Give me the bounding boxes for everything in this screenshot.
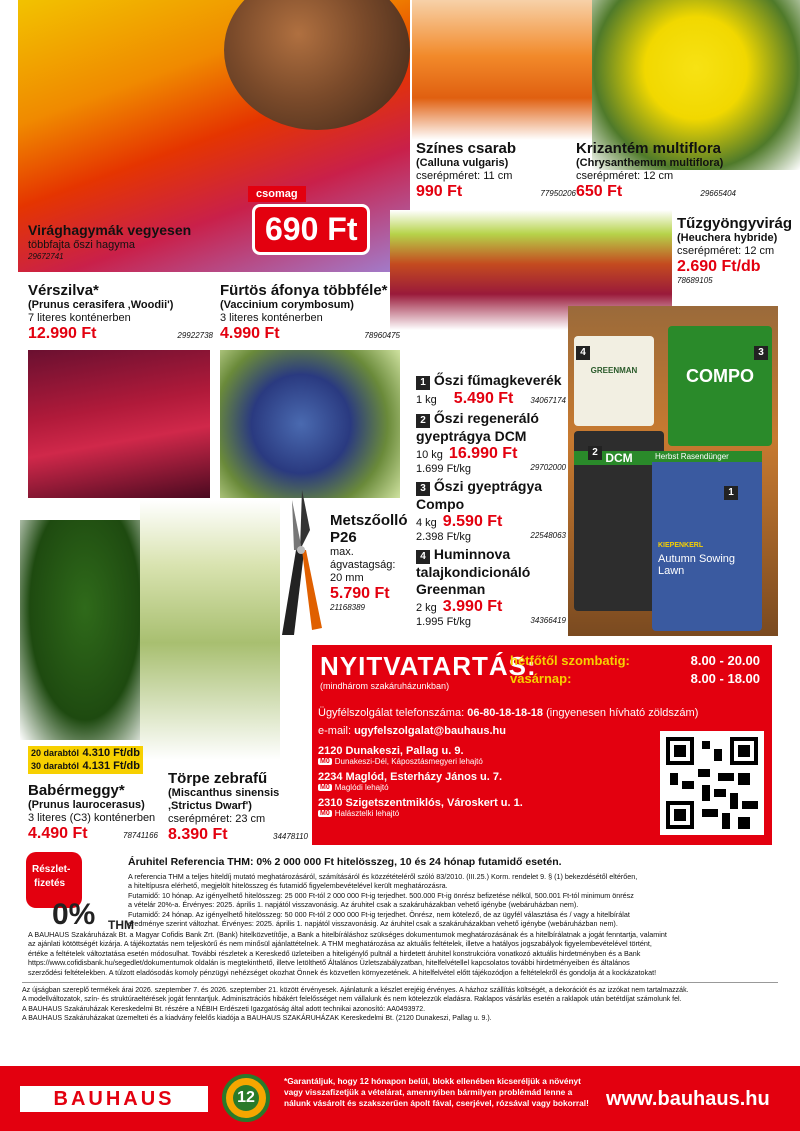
credit-line: a hiteltípusra elérhető, megjelölt hitelösszeg és futamidő figyelembevételével került meghatározásra. — [128, 881, 448, 891]
item-number: 3 — [416, 482, 430, 496]
compo-label: COMPO — [685, 366, 754, 386]
credit-heading: Áruhitel Referencia THM: 0% — [128, 856, 272, 868]
product-title: Metszőolló P26 — [330, 512, 408, 546]
item-qty: 4 kg — [416, 517, 437, 529]
disclaimer — [22, 986, 778, 1024]
lawn-products-photo — [568, 306, 778, 636]
bulbs-price-badge — [248, 186, 388, 260]
credit-line: A referencia THM a teljes hiteldíj mutató meghatározásáról, számításáról és közzétételéről szóló 83/2010. (III.25.) Korm. rendelet 9. § (1) bekezdésétől eltérően, — [128, 872, 638, 881]
product-latin: (Heuchera hybride) — [677, 232, 778, 244]
badge-line1: Részlet- — [32, 864, 71, 875]
item-code: 34366419 — [530, 616, 566, 625]
bulbs-info — [28, 222, 248, 261]
product-code: 29922738 — [177, 331, 213, 340]
hours-subtitle: (mindhárom szakáruházunkban) — [320, 681, 450, 691]
m0-icon: M0 — [320, 758, 330, 766]
product-latin: (Prunus laurocerasus) — [28, 799, 145, 811]
divider — [22, 982, 778, 983]
item-number: 1 — [416, 376, 430, 390]
store-exit: Halásztelki lehajtó — [334, 809, 400, 818]
product-detail: cserépméret: 23 cm — [168, 813, 266, 825]
product-price: 8.390 Ft — [168, 826, 228, 843]
credit-line: Futamidő: 10 hónap. Az igényelhető hitelösszeg: 25 000 Ft-tól 2 000 000 Ft-ig terjedhet. 500.000 Ft-ig önrész befizetése nélkül, 500.001 Ft-tól minimum önrész — [128, 890, 634, 900]
credit-line: A BAUHAUS Szakáruházak Bt. a Magyar Cofidis Bank Zrt. (Bank) hitelközvetítője, a Bank a hitelbíráláshoz szükséges dokumentumok meghatározásának és a hitelbírálatnak a jogát fenntartja, valamint — [28, 930, 667, 939]
dcm-label: DCM — [574, 451, 664, 465]
product-code: 78741166 — [123, 831, 158, 840]
shears-icon — [272, 490, 328, 640]
product-price: 4.490 Ft — [28, 825, 88, 842]
store-list — [318, 745, 638, 818]
item-qty: 10 kg — [416, 449, 443, 461]
price-badge-value: 690 Ft — [252, 204, 370, 255]
product-code: 77950206 — [540, 189, 576, 198]
product-subtitle: többfajta őszi hagyma — [28, 239, 136, 251]
heuchera-info — [677, 215, 800, 285]
shears-info — [330, 512, 410, 612]
product-detail: cserépméret: 11 cm — [416, 170, 513, 182]
item-code: 22548063 — [530, 531, 566, 540]
item-name: Őszi regeneráló gyeptrágya DCM — [416, 410, 539, 444]
tier-price: 4.310 Ft/db — [82, 747, 140, 759]
list-item — [416, 410, 566, 476]
photo-badge-1: 1 — [724, 486, 738, 500]
weekday-time: 8.00 - 20.00 — [690, 653, 760, 668]
product-title: Virághagymák vegyesen — [28, 222, 192, 238]
email-link[interactable]: ugyfelszolgalat@bauhaus.hu — [354, 725, 506, 737]
prunus-photo — [28, 350, 210, 498]
product-latin: (Miscanthus sinensis ‚Strictus Dwarf') — [168, 787, 280, 812]
store-address: 2120 Dunakeszi, Pallag u. 9. — [318, 745, 464, 757]
tier-price: 4.131 Ft/db — [82, 760, 140, 772]
item-number: 2 — [416, 414, 430, 428]
laurel-photo — [20, 520, 150, 740]
laurel-info — [28, 782, 158, 843]
product-price: 2.690 Ft/db — [677, 258, 761, 275]
product-latin: (Calluna vulgaris) — [416, 157, 509, 169]
email-label: e-mail: — [318, 725, 352, 737]
blueberry-info — [220, 282, 400, 343]
credit-badge — [22, 852, 132, 942]
hours-title: NYITVATARTÁS: — [320, 651, 537, 681]
guarantee-icon — [222, 1074, 270, 1122]
product-title: Tűzgyöngyvirág — [677, 215, 793, 232]
tier-qty: 20 darabtól — [31, 748, 80, 758]
lawn-products-list — [416, 372, 566, 629]
credit-line: az ajánlati kötöttségét kizárja. A tájékoztatás nem teljeskörű és nem minősül ajánlattételnek. A THM meghatározása az aktuális feltételek, illetve a hatályos jogszabályok figyelembevételével történt, — [28, 939, 652, 949]
badge-line2: fizetés — [34, 878, 66, 889]
product-code: 78960475 — [364, 331, 400, 340]
credit-line: szerződési feltételekben. A túlzott eladósodás komoly pénzügyi nehézséget okozhat Önnek és közvetlen környezetének. A hitelfelvétel előtt tájékozódjon a feltételekről és gondolja át a kockázatokat! — [28, 967, 657, 977]
product-title: Krizantém multiflora — [576, 140, 722, 157]
product-code: 29665404 — [700, 189, 736, 198]
product-title: Törpe zebrafű — [168, 770, 268, 787]
prunus-info — [28, 282, 213, 343]
guarantee-text: *Garantáljuk, hogy 12 hónapon belül, blokk ellenében kicseréljük a növényt vagy visszafizetjük a vételárat, amennyiben bármilyen problémád lenne a nálunk vásárolt és szakszerűen ápolt fával, cserjével, rózsával vagy bokorral! — [284, 1076, 589, 1108]
product-detail: 7 literes konténerben — [28, 312, 131, 324]
item-name: Őszi gyeptrágya Compo — [416, 478, 543, 512]
list-item — [318, 797, 638, 818]
sunday-time: 8.00 - 18.00 — [690, 671, 760, 686]
product-title: Fürtös áfonya többféle* — [220, 282, 388, 299]
product-latin: (Chrysanthemum multiflora) — [576, 157, 724, 169]
blueberry-photo — [220, 350, 400, 498]
item-code: 29702000 — [530, 463, 566, 472]
credit-line: a vételár 20%-a. Érvényes: 2025. április 1. napjától visszavonásig. Az áruhitel csak a szakáruházakban vehető igénybe (webáruházban nem). — [128, 900, 579, 910]
zebra-grass-photo — [140, 500, 280, 760]
credit-lines — [128, 872, 778, 928]
item-name: Őszi fűmagkeverék — [433, 372, 562, 388]
store-exit: Maglódi lehajtó — [334, 783, 389, 792]
item-code: 34067174 — [530, 396, 566, 405]
phone-label: Ügyfélszolgálat telefonszáma: — [318, 707, 465, 719]
compo-sub-label: Herbst Rasendünger — [652, 451, 762, 462]
product-detail: cserépméret: 12 cm — [576, 170, 674, 182]
heather-photo — [412, 0, 592, 140]
item-qty: 1 kg — [416, 394, 437, 406]
autumn-sowing-label: Autumn Sowing Lawn — [658, 553, 736, 577]
product-price: 4.990 Ft — [220, 325, 280, 342]
product-price: 12.990 Ft — [28, 325, 97, 342]
item-unit-price: 2.398 Ft/kg — [416, 531, 472, 543]
bauhaus-logo[interactable] — [20, 1086, 208, 1112]
product-code: 29672741 — [28, 252, 64, 261]
m0-icon: M0 — [320, 784, 330, 792]
product-code: 34478110 — [273, 832, 308, 841]
product-detail: 3 literes (C3) konténerben — [28, 812, 156, 824]
autumn-lawn-bag — [652, 451, 762, 631]
mum-info — [576, 140, 736, 201]
credit-heading-rest: 2 000 000 Ft hitelösszeg, 10 és 24 hónap futamidő esetén. — [271, 856, 562, 868]
item-price: 3.990 Ft — [442, 598, 503, 615]
price-badge-label: csomag — [248, 186, 306, 202]
disclaimer-line: A modellváltozatok, szín- és struktúraeltérések jogát fenntartjuk. Adminisztrációs hibákért felelősséget nem vállalunk és nem kötelezzük eladásra. Raklapos vásárlás esetén a raklapok után betétdíjat számolunk fel. — [22, 996, 682, 1004]
item-price: 5.490 Ft — [453, 390, 514, 407]
product-latin: (Prunus cerasifera ‚Woodii') — [28, 299, 174, 311]
grass-info — [168, 770, 308, 844]
tier-qty: 30 darabtól — [31, 761, 80, 771]
item-price: 9.590 Ft — [442, 513, 503, 530]
credit-text — [128, 856, 778, 868]
opening-hours-panel — [312, 645, 772, 845]
badge-thm: THM — [108, 918, 134, 932]
list-item — [416, 478, 566, 544]
item-unit-price: 1.995 Ft/kg — [416, 616, 472, 628]
kiepenkerl-label: KIEPENKERL — [658, 542, 704, 549]
credit-line: eredménye szerint változhat. Érvényes: 2025. április 1. napjától visszavonásig. Az áruhitel csak a szakáruházakban vehető igénybe (webáruházban nem). — [128, 919, 618, 929]
product-detail: 3 literes konténerben — [220, 312, 323, 324]
credit-line: értéke a feltételek változtatása esetén módosulhat. További részletek a Kereskedő üzleteiben a hiteligénylő pultnál a hirdetett áruhitel konstrukcióra vonatkozó aktuális hirdetményben és a Bank — [28, 948, 641, 958]
logo-text: BAUHAUS — [53, 1087, 175, 1110]
disclaimer-line: A BAUHAUS Szakáruházakat üzemelteti és a kiadvány felelős kiadója a BAUHAUS SZAKÁRUHÁZAK Kereskedelmi Bt. (2120 Dunakeszi, Pallag u. 9.). — [22, 1015, 492, 1023]
item-unit-price: 1.699 Ft/kg — [416, 463, 472, 475]
item-price: 16.990 Ft — [448, 445, 518, 462]
credit-line[interactable]: https://www.cofidisbank.hu/segedlet/dokumentumok oldalán is megtekinthető, illetve letölthető Általános Üzletszabályzatban, hitelfelvétellel kapcsolatos további hirdetményeiben és általános — [28, 958, 630, 968]
product-price: 5.790 Ft — [330, 585, 390, 602]
store-exit: Dunakeszi-Dél, Káposztásmegyeri lehajtó — [334, 757, 483, 766]
photo-badge-2: 2 — [588, 446, 602, 460]
sunday-label: vasárnap: — [510, 671, 572, 686]
qr-code-icon[interactable] — [660, 731, 764, 835]
compo-bag — [668, 326, 772, 446]
credit-lines-full — [28, 930, 778, 977]
phone-number[interactable]: 06-80-18-18-18 — [467, 707, 544, 719]
guarantee-number: 12 — [233, 1085, 259, 1111]
list-item — [416, 372, 566, 408]
product-latin: (Vaccinium corymbosum) — [220, 299, 354, 311]
product-title: Vérszilva* — [28, 282, 99, 299]
disclaimer-line: A BAUHAUS Szakáruházak Kereskedelmi Bt. részére a NÉBIH Erdészeti Igazgatóság által adott technikai azonosító: AA0493972. — [22, 1005, 426, 1013]
badge-big: 0% — [52, 898, 96, 931]
photo-badge-4: 4 — [576, 346, 590, 360]
website-link[interactable]: www.bauhaus.hu — [606, 1088, 770, 1110]
product-detail: max. ágvastagság: 20 mm — [330, 546, 396, 584]
product-title: Babérmeggy* — [28, 782, 125, 799]
list-item — [416, 546, 566, 629]
footer-bar — [0, 1066, 800, 1131]
item-number: 4 — [416, 550, 430, 564]
phone-note: (ingyenesen hívható zöldszám) — [546, 707, 699, 719]
list-item — [318, 745, 638, 766]
greenman-label: GREENMAN — [590, 366, 638, 375]
laurel-tier-prices — [28, 746, 143, 774]
m0-icon: M0 — [320, 810, 330, 818]
item-name: Huminnova talajkondicionáló Greenman — [416, 546, 531, 597]
product-detail: cserépméret: 12 cm — [677, 245, 775, 257]
heather-info — [416, 140, 576, 201]
photo-badge-3: 3 — [754, 346, 768, 360]
disclaimer-line: Az újságban szereplő termékek árai 2026. szeptember 7. és 2026. szeptember 21. között érvényesek. Ajánlatunk a készlet erejéig érvényes. A házhoz szállítás költségét, a dekorációt és az izzókat nem tartalmazzák. — [22, 987, 689, 994]
store-address: 2310 Szigetszentmiklós, Városkert u. 1. — [318, 797, 523, 809]
weekday-label: hétfőtől szombatig: — [510, 653, 630, 668]
product-title: Színes csarab — [416, 140, 517, 157]
product-code: 78689105 — [677, 276, 713, 285]
item-qty: 2 kg — [416, 602, 437, 614]
store-address: 2234 Maglód, Esterházy János u. 7. — [318, 771, 503, 783]
product-price: 650 Ft — [576, 183, 623, 200]
credit-line: Futamidő: 24 hónap. Az igényelhető hitelösszeg: 50 000 Ft-tól 2 000 000 Ft-ig terjedhet. Önrész, nem kötelező, de az ügyfél választása és / vagy a hitelbírálat — [128, 909, 630, 919]
product-price: 990 Ft — [416, 183, 463, 200]
list-item — [318, 771, 638, 792]
product-code: 21168389 — [330, 603, 365, 612]
